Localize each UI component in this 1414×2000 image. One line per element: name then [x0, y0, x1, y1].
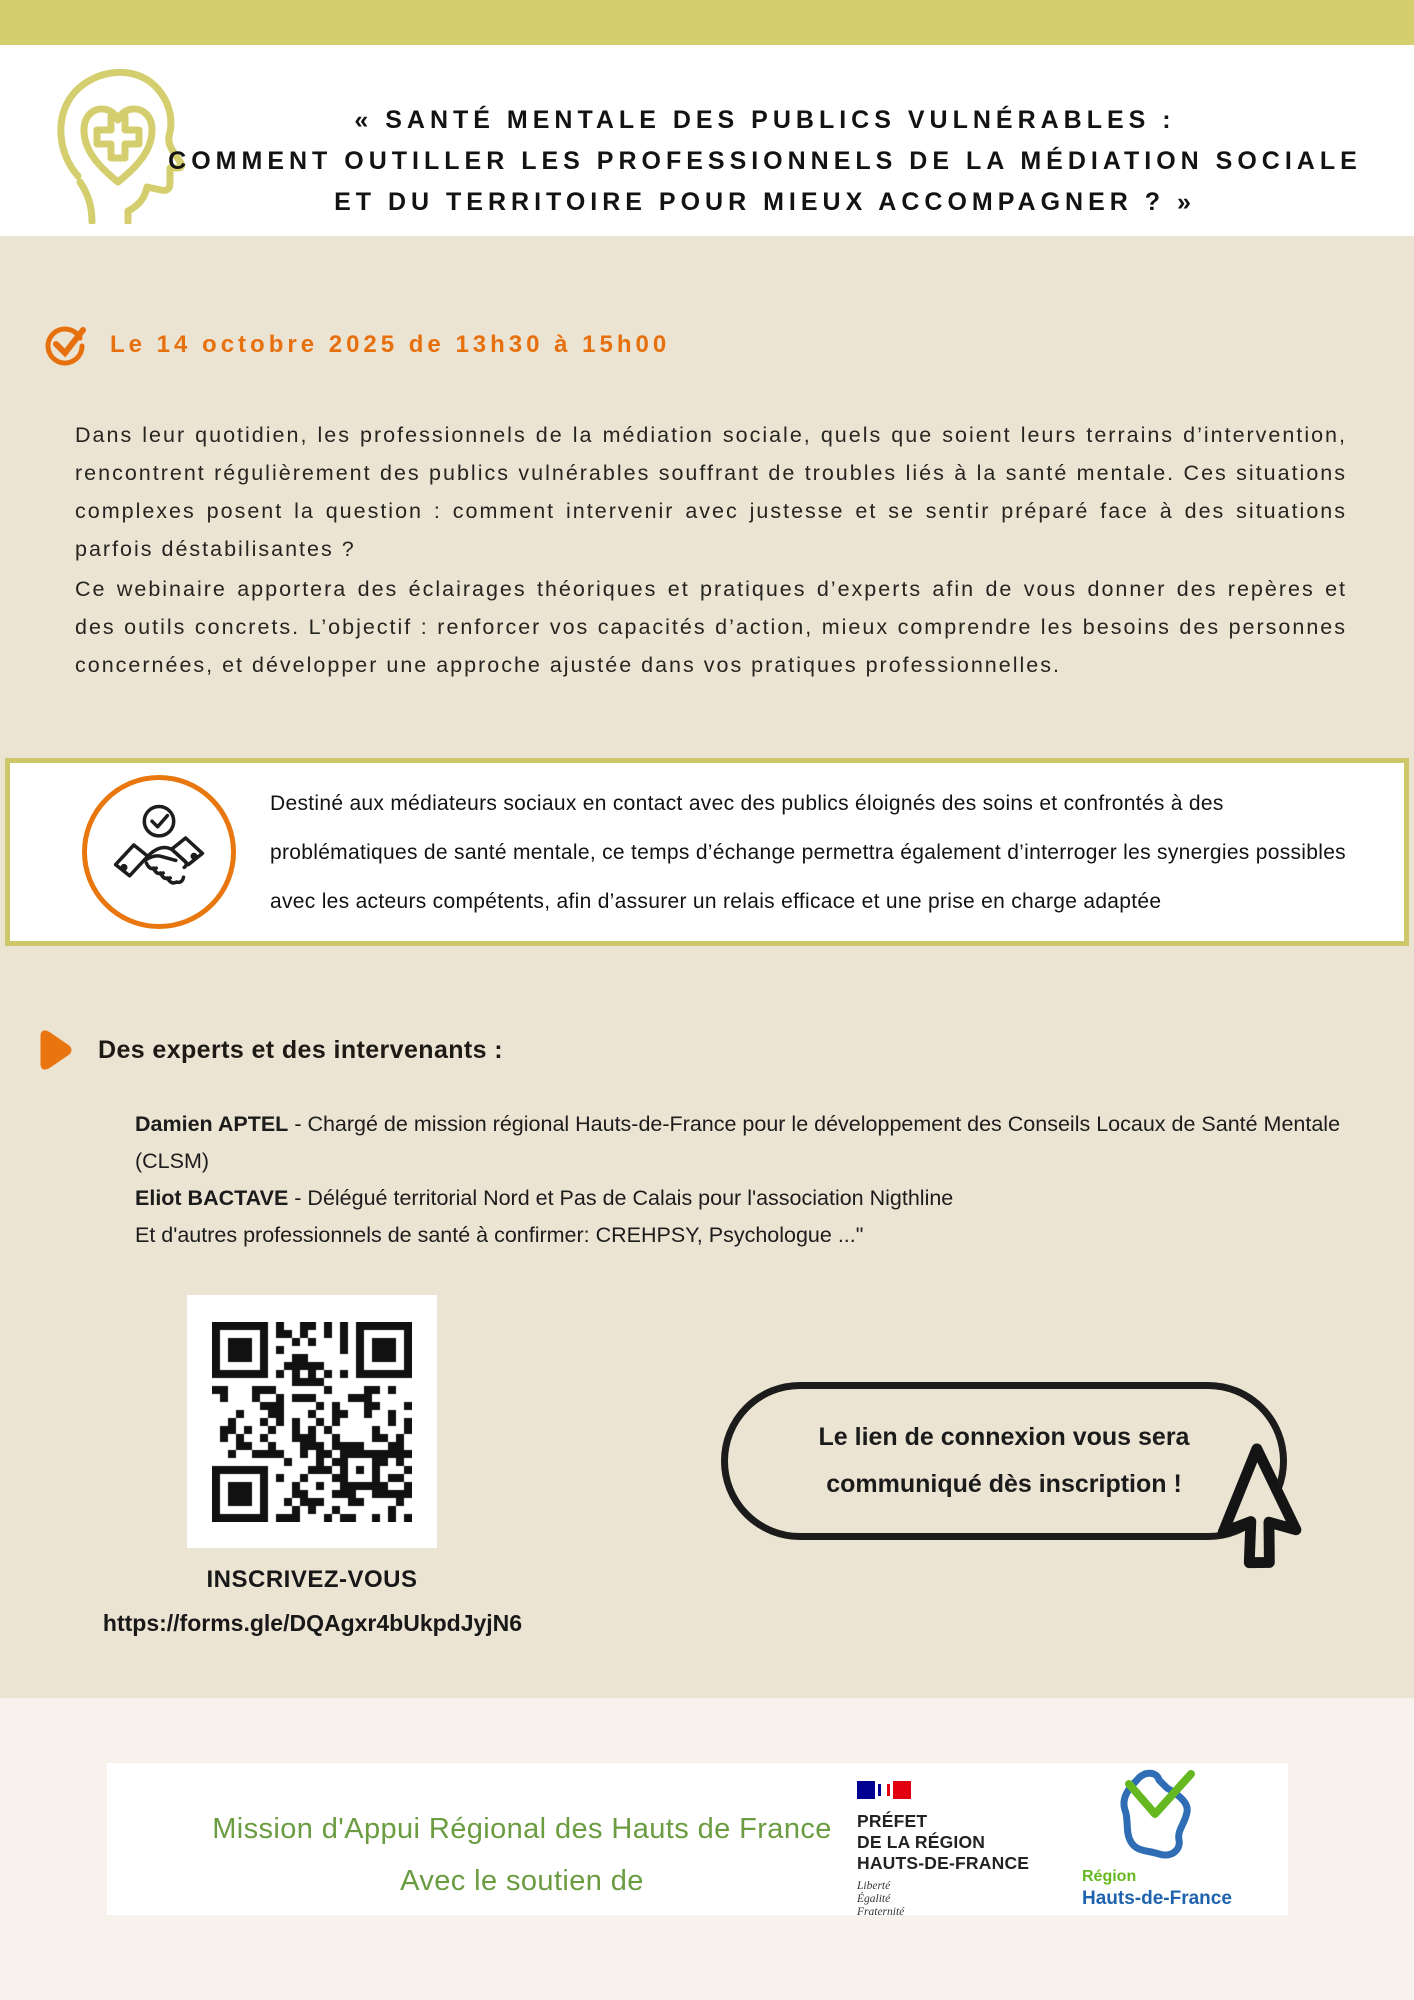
- motto-egalite: Égalité: [857, 1893, 891, 1905]
- french-flag-icon: [857, 1781, 911, 1799]
- page-title: [150, 100, 1380, 223]
- connection-note-line-1: Le lien de connexion vous sera: [818, 1423, 1190, 1451]
- experts-list: [135, 1106, 1350, 1254]
- event-datetime: Le 14 octobre 2025 de 13h30 à 15h00: [110, 331, 671, 358]
- expert-desc: - Délégué territorial Nord et Pas de Calais pour l'association Nigthline: [294, 1186, 954, 1210]
- motto-fraternite: Fraternité: [857, 1906, 905, 1918]
- motto-liberte: Liberté: [857, 1880, 891, 1892]
- experts-heading-row: [38, 1030, 503, 1070]
- prefet-logo: [857, 1781, 1029, 1919]
- expert-name: Damien APTEL: [135, 1112, 289, 1136]
- prefet-line-1: PRÉFET: [857, 1811, 928, 1831]
- expert-desc: - Chargé de mission régional Hauts-de-France pour le développement des Conseils Locaux de Santé Mentale (CLSM): [135, 1112, 1341, 1173]
- connection-note-line-2: communiqué dès inscription !: [826, 1470, 1182, 1498]
- prefet-line-3: HAUTS-DE-FRANCE: [857, 1853, 1030, 1873]
- handshake-icon: [82, 775, 236, 929]
- intro-paragraph-1: Dans leur quotidien, les professionnels de la médiation sociale, quels que soient leurs terrains d’intervention, rencontrent régulièrement des publics vulnérables souffrant de troubles liés à la santé mentale. Ces situations complexes posent la question : comment intervenir avec justesse et se sentir préparé face à des situations parfois déstabilisantes ?: [75, 423, 1347, 561]
- audience-box: [5, 758, 1409, 946]
- expert-item: [135, 1106, 1350, 1180]
- org-support-label: Avec le soutien de: [400, 1865, 644, 1897]
- qr-code: [187, 1295, 437, 1548]
- qr-code-image: [212, 1322, 412, 1522]
- region-label: Région: [1082, 1868, 1137, 1885]
- region-name: Hauts-de-France: [1082, 1888, 1232, 1909]
- audience-text: Destiné aux médiateurs sociaux en contact avec des publics éloignés des soins et confrontés à des problématiques de santé mentale, ce temps d’échange permettra également d’interroger les synergies possibles avec les acteurs compétents, afin d’assurer un relais efficace et une prise en charge adaptée: [270, 791, 1346, 913]
- connection-note-pill: [721, 1382, 1287, 1540]
- expert-name: Eliot BACTAVE: [135, 1186, 289, 1210]
- france-map-icon: [1107, 1768, 1207, 1863]
- partners-panel: [107, 1763, 1288, 1918]
- top-accent-bar: [0, 0, 1414, 45]
- experts-extra: Et d'autres professionnels de santé à confirmer: CREHPSY, Psychologue ...": [135, 1223, 864, 1247]
- title-line-2: COMMENT OUTILLER LES PROFESSIONNELS DE LA MÉDIATION SOCIALE: [168, 147, 1362, 175]
- arrow-right-icon: [38, 1030, 72, 1070]
- experts-heading: Des experts et des intervenants :: [98, 1035, 504, 1064]
- prefet-line-2: DE LA RÉGION: [857, 1832, 986, 1852]
- org-name: Mission d'Appui Régional des Hauts de France: [212, 1813, 832, 1845]
- intro-paragraph-2: Ce webinaire apportera des éclairages théoriques et pratiques d’experts afin de vous donner des repères et des outils concrets. L’objectif : renforcer vos capacités d’action, mieux comprendre les besoins des personnes concernées, et développer une approche ajustée dans vos pratiques professionnelles.: [75, 577, 1347, 677]
- region-hdf-logo: [1082, 1768, 1252, 1910]
- event-date-row: [42, 322, 670, 368]
- expert-item: [135, 1180, 1350, 1217]
- check-circle-icon: [42, 322, 88, 368]
- title-line-1: « SANTÉ MENTALE DES PUBLICS VULNÉRABLES :: [354, 106, 1176, 134]
- register-cta: INSCRIVEZ-VOUS: [206, 1566, 418, 1593]
- title-line-3: ET DU TERRITOIRE POUR MIEUX ACCOMPAGNER ? »: [334, 188, 1196, 216]
- registration-link[interactable]: https://forms.gle/DQAgxr4bUkpdJyjN6: [102, 1610, 523, 1636]
